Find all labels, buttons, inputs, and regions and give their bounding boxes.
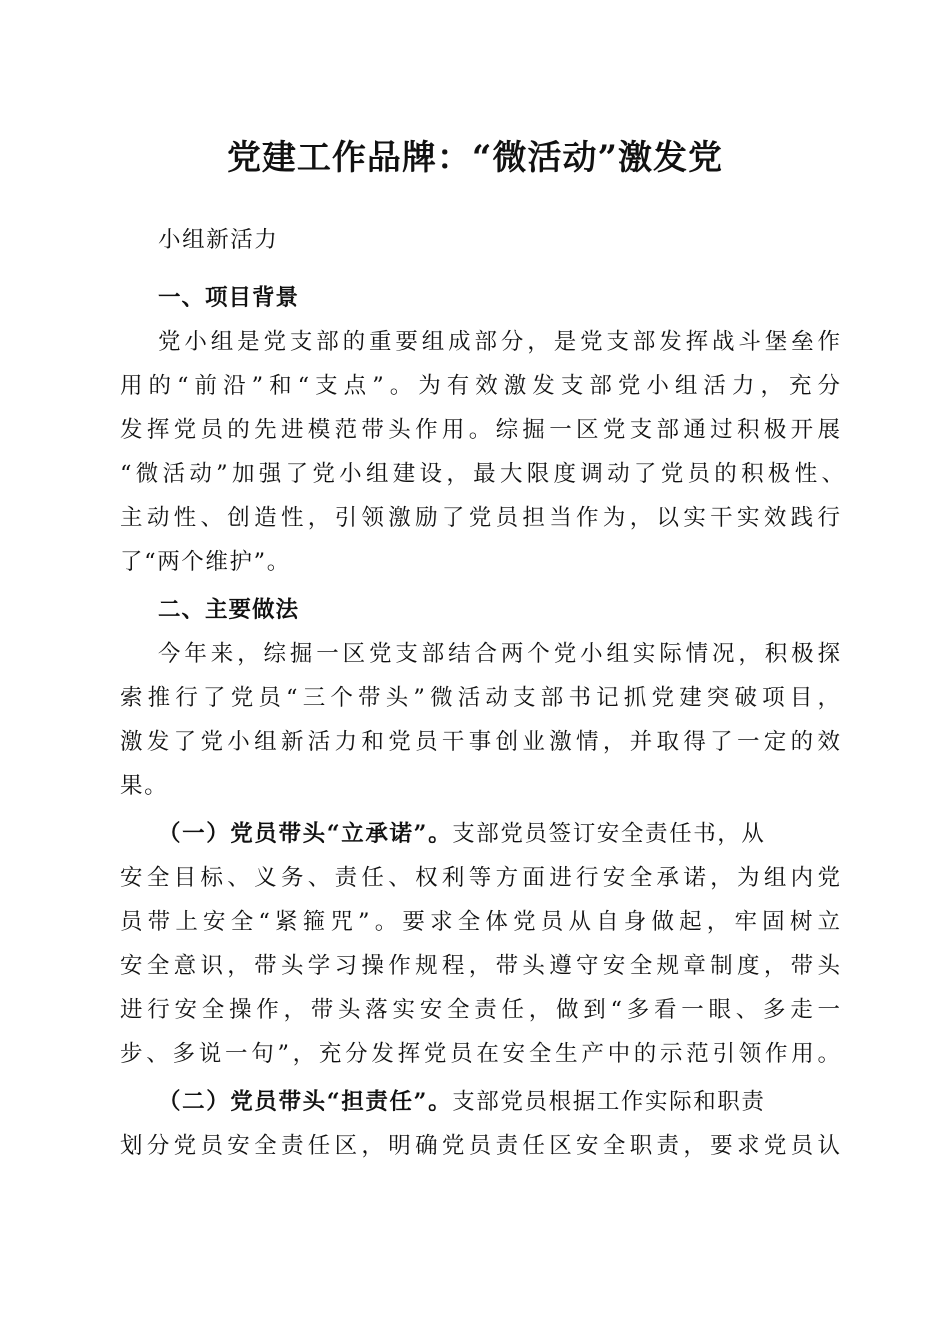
item-two-text: 支部党员根据工作实际和职责 — [452, 1089, 766, 1115]
paragraph-line: 安全意识，带头学习操作规程，带头遵守安全规章制度，带头 — [120, 953, 840, 979]
item-two-first-line — [120, 1080, 840, 1124]
paragraph-line: 发挥党员的先进模范带头作用。综掘一区党支部通过积极开展 — [120, 417, 840, 443]
paragraph-line: 党小组是党支部的重要组成部分，是党支部发挥战斗堡垒作 — [158, 329, 840, 355]
paragraph-line: 安全目标、义务、责任、权利等方面进行安全承诺，为组内党 — [120, 865, 840, 891]
paragraph-line: 员带上安全“紧箍咒”。要求全体党员从自身做起，牢固树立 — [120, 909, 840, 935]
paragraph-line: 激发了党小组新活力和党员干事创业激情，并取得了一定的效 — [120, 729, 840, 755]
item-one-label: （一）党员带头“立承诺”。 — [158, 821, 453, 847]
item-one-text: 支部党员签订安全责任书，从 — [452, 821, 766, 847]
paragraph-line: 果。 — [120, 773, 169, 799]
paragraph-line: “微活动”加强了党小组建设，最大限度调动了党员的积极性、 — [120, 461, 844, 487]
paragraph-line: 划分党员安全责任区，明确党员责任区安全职责，要求党员认 — [120, 1133, 840, 1159]
paragraph-line: 步、多说一句”，充分发挥党员在安全生产中的示范引领作用。 — [120, 1041, 840, 1067]
document-title: 党建工作品牌：“微活动”激发党 — [226, 138, 724, 178]
item-one-first-line — [120, 812, 840, 856]
paragraph-line: 今年来，综掘一区党支部结合两个党小组实际情况，积极探 — [158, 641, 840, 667]
paragraph-line: 用的“前沿”和“支点”。为有效激发支部党小组活力，充分 — [120, 373, 840, 399]
paragraph-line: 索推行了党员“三个带头”微活动支部书记抓党建突破项目， — [120, 685, 840, 711]
paragraph-line: 主动性、创造性，引领激励了党员担当作为，以实干实效践行 — [120, 505, 840, 531]
paragraph-line: 进行安全操作，带头落实安全责任，做到“多看一眼、多走一 — [120, 997, 840, 1023]
paragraph-line: 了“两个维护”。 — [120, 549, 291, 575]
item-two-label: （二）党员带头“担责任”。 — [158, 1089, 453, 1115]
section-heading-methods: 二、主要做法 — [158, 597, 300, 623]
section-heading-background: 一、项目背景 — [158, 285, 300, 311]
title-continuation: 小组新活力 — [158, 227, 279, 253]
